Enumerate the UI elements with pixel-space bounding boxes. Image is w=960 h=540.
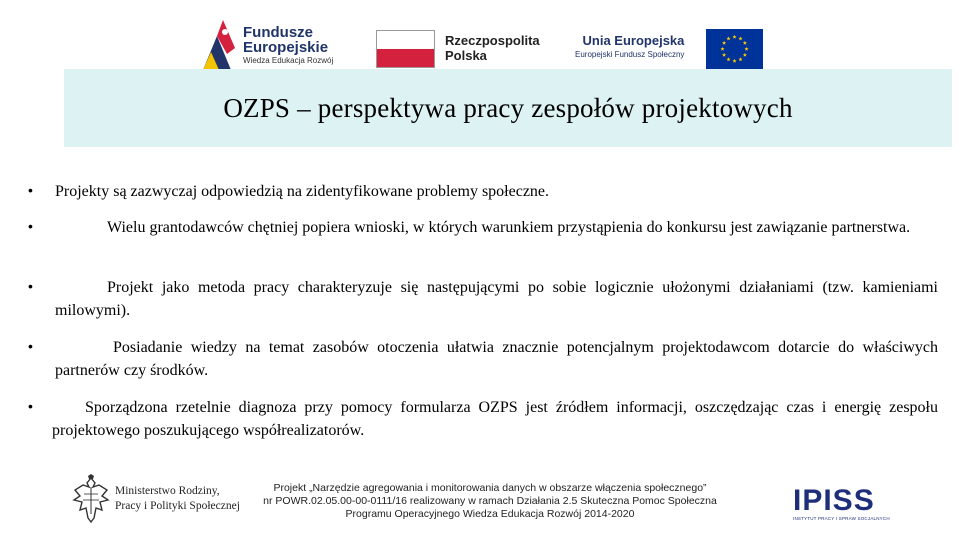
rzeczpospolita-polska-label <box>445 33 540 63</box>
ministry-line1: Ministerstwo Rodziny, <box>115 485 220 497</box>
eu-flag-icon <box>706 29 763 69</box>
fundusze-europejskie-label <box>243 25 333 67</box>
bullet-icon: • <box>28 182 33 198</box>
ministry-label <box>115 484 240 514</box>
bullet-text: Posiadanie wiedzy na temat zasobów otoczenia ułatwia znacznie potencjalnym projektodawcom dotarcie do właściwych partnerów czy środków. <box>55 339 938 379</box>
ministry-line2: Pracy i Polityki Społecznej <box>115 500 240 512</box>
poland-flag-icon <box>376 30 435 68</box>
bullet-text: Sporządzona rzetelnie diagnoza przy pomocy formularza OZPS jest źródłem informacji, oszczędzając czas i energię zespołu projektowego poszukującego współrealizatorów. <box>52 399 938 439</box>
eu-line2: Europejski Fundusz Społeczny <box>575 50 685 59</box>
bullet-text: Projekty są zazwyczaj odpowiedzią na zidentyfikowane problemy społeczne. <box>55 183 550 200</box>
ipiss-name: IPISS <box>793 484 875 517</box>
title-banner <box>64 69 952 147</box>
poland-line1: Rzeczpospolita <box>445 33 540 48</box>
bullet-icon: • <box>28 398 33 414</box>
fundusze-line1: Fundusze <box>243 24 313 41</box>
slide-title: OZPS – perspektywa pracy zespołów projektowych <box>223 92 793 123</box>
fundusze-line2: Europejskie <box>243 39 329 56</box>
unia-europejska-label <box>575 33 684 61</box>
fundusze-line3: Wiedza Edukacja Rozwój <box>243 56 334 65</box>
fundusze-europejskie-logo-icon <box>203 20 235 70</box>
project-info <box>255 482 725 521</box>
bullet-icon: • <box>28 218 33 234</box>
ipiss-logo <box>793 486 893 521</box>
bullet-text: Wielu grantodawców chętniej popiera wnioski, w których warunkiem przystąpienia do konkursu jest zawiązanie partnerstwa. <box>107 219 911 236</box>
bullet-icon: • <box>28 278 33 294</box>
bullet-text: Projekt jako metoda pracy charakteryzuje się następującymi po sobie logicznie ułożonymi działaniami (tzw. kamieniami milowymi). <box>55 279 938 319</box>
ipiss-subtitle: INSTYTUT PRACY I SPRAW SOCJALNYCH <box>793 516 890 521</box>
eu-line1: Unia Europejska <box>582 33 685 48</box>
project-line3: Programu Operacyjnego Wiedza Edukacja Rozwój 2014-2020 <box>345 508 635 520</box>
polish-eagle-emblem-icon <box>72 474 110 524</box>
poland-line2: Polska <box>445 48 487 63</box>
bullet-icon: • <box>28 338 33 354</box>
project-line1: Projekt „Narzędzie agregowania i monitorowania danych w obszarze włączenia społecznego” <box>273 482 707 494</box>
project-line2: nr POWR.02.05.00-00-0111/16 realizowany w ramach Działania 2.5 Skuteczna Pomoc Społeczna <box>263 495 717 507</box>
